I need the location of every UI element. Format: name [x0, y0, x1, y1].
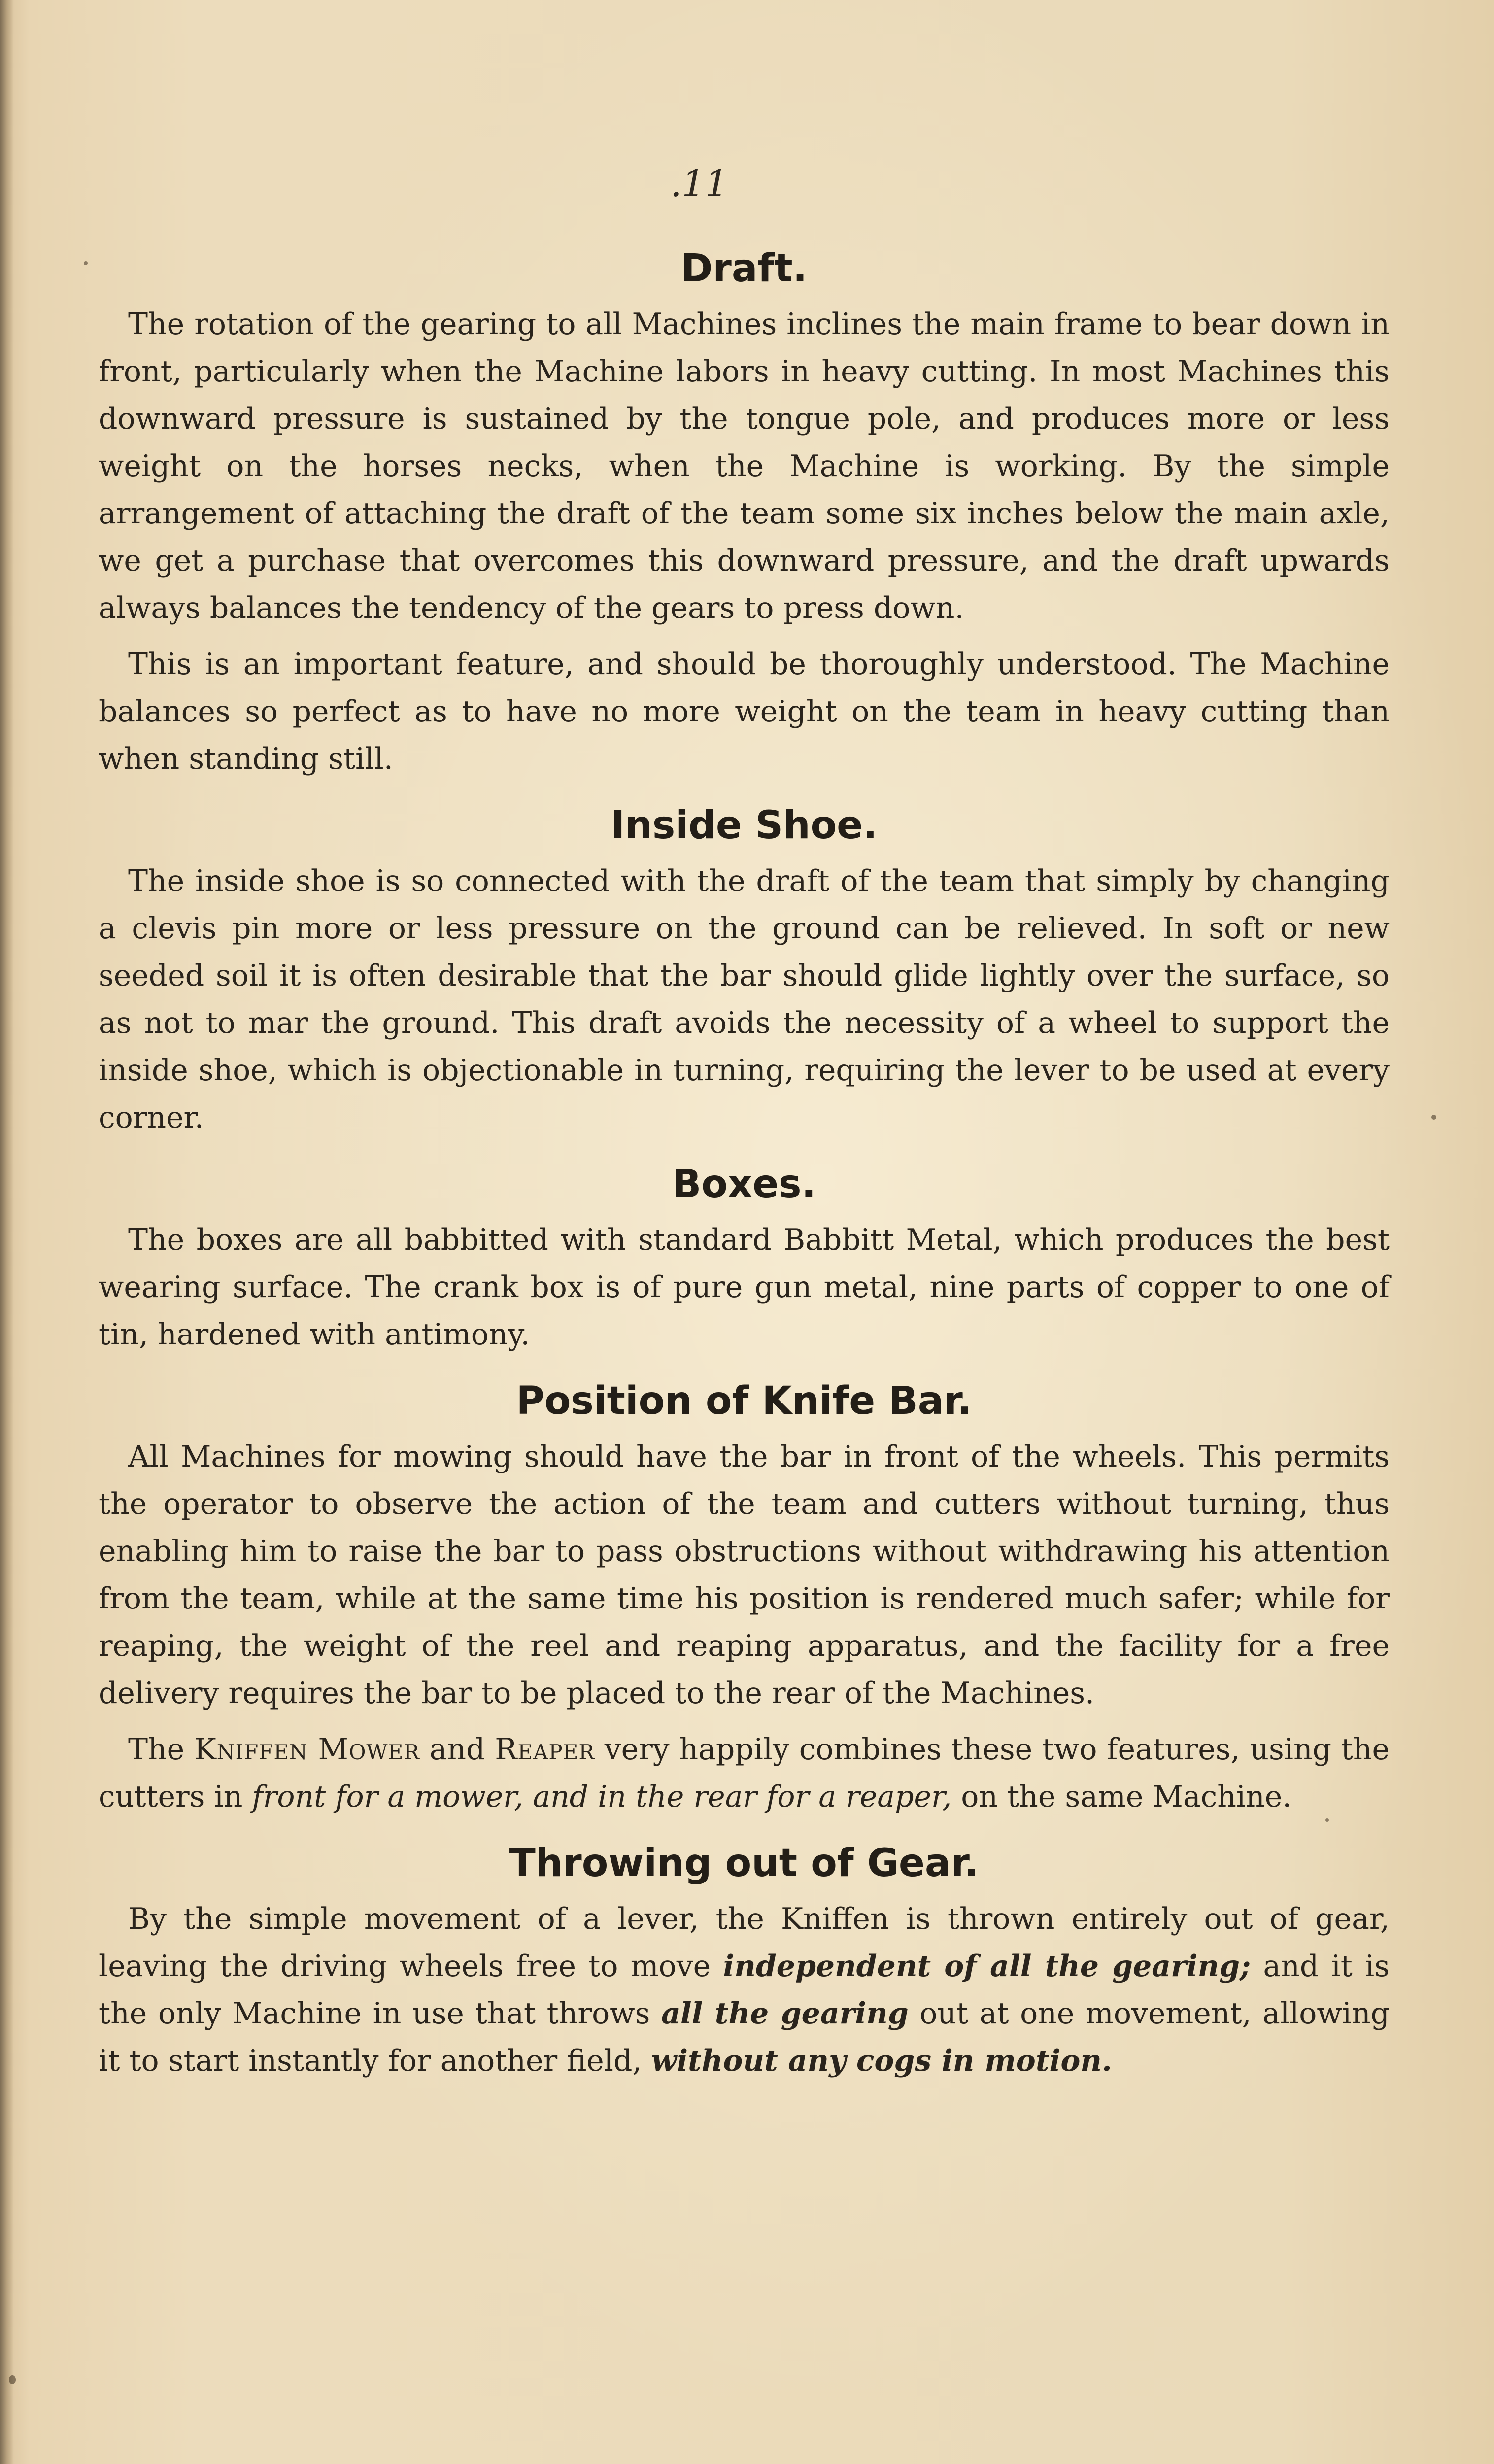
page-body — [99, 237, 1390, 2085]
page-number: .11 — [670, 163, 728, 205]
section-heading-throwing-out-of-gear: Throwing out of Gear. — [509, 1841, 979, 1885]
emphasis-text: and in — [533, 1780, 627, 1814]
text-run: out at one movement, allowing it to start instantly for another field, — [99, 1996, 1390, 2078]
text-run: and — [429, 1732, 485, 1767]
section-heading-draft: Draft. — [680, 246, 808, 291]
draft-paragraph-2: This is an important feature, and should be thoroughly understood. The Machine balances so perfect as to have no more weight on the team in heavy cutting than when standing still. — [99, 647, 1390, 776]
inside-shoe-paragraph: The inside shoe is so connected with the draft of the team that simply by changing a clevis pin more or less pressure on the ground can be relieved. In soft or new seeded soil it is often desirable that the bar should glide lightly over the surface, so as not to mar the ground. This draft avoids the necessity of a wheel to support the inside shoe, which is objectionable in turning, requiring the lever to be used at every corner. — [99, 864, 1390, 1135]
paper-speck — [9, 2375, 16, 2384]
text-run: on the same Machine. — [961, 1780, 1292, 1814]
emphasis-text: without any cogs in motion. — [651, 2044, 1112, 2078]
knife-bar-paragraph-1: All Machines for mowing should have the bar in front of the wheels. This permits the operator to observe the action of the team and cutters without turning, thus enabling him to raise the bar to pass obstructions without withdrawing his attention from the team, while at the same time his position is rendered much safer; while for reaping, the weight of the reel and reaping apparatus, and the facility for a free delivery requires the bar to be placed to the rear of the Machines. — [99, 1439, 1390, 1711]
text-run: very happily combines these two features, using the cutters in — [99, 1732, 1390, 1814]
text-run: By the simple movement of a lever, the Kniffen is thrown entirely out of gear, leaving the driving wheels free to move — [99, 1902, 1390, 1984]
text-run: The — [128, 1732, 185, 1767]
section-heading-boxes: Boxes. — [672, 1162, 816, 1206]
brand-name: Reaper — [495, 1732, 595, 1767]
emphasis-text: independent of all the gearing; — [723, 1949, 1251, 1984]
text-run: and it is the only Machine in use that throws — [99, 1949, 1390, 2031]
emphasis-text: the rear for a reaper, — [636, 1780, 952, 1814]
paper-speck — [84, 261, 88, 265]
section-heading-knife-bar: Position of Knife Bar. — [516, 1379, 972, 1423]
knife-bar-paragraph-2 — [99, 1726, 1390, 1820]
boxes-paragraph: The boxes are all babbitted with standard Babbitt Metal, which produces the best wearing surface. The crank box is of pure gun metal, nine parts of copper to one of tin, hardened with antimony. — [99, 1223, 1390, 1352]
gear-paragraph — [99, 1895, 1390, 2085]
section-heading-inside-shoe: Inside Shoe. — [611, 803, 878, 848]
emphasis-text: front for a mower, — [252, 1780, 524, 1814]
emphasis-text: all the gearing — [661, 1996, 909, 2031]
draft-paragraph-1: The rotation of the gearing to all Machines inclines the main frame to bear down in front, particularly when the Machine labors in heavy cutting. In most Machines this downward pressure is sustained by the tongue pole, and produces more or less weight on the horses necks, when the Machine is working. By the simple arrangement of attaching the draft of the team some six inches below the main axle, we get a purchase that overcomes this downward pressure, and the draft upwards always balances the tendency of the gears to press down. — [99, 307, 1390, 625]
paper-speck — [1431, 1115, 1436, 1120]
brand-name: Kniffen Mower — [194, 1732, 420, 1767]
binding-shadow — [0, 0, 14, 2464]
